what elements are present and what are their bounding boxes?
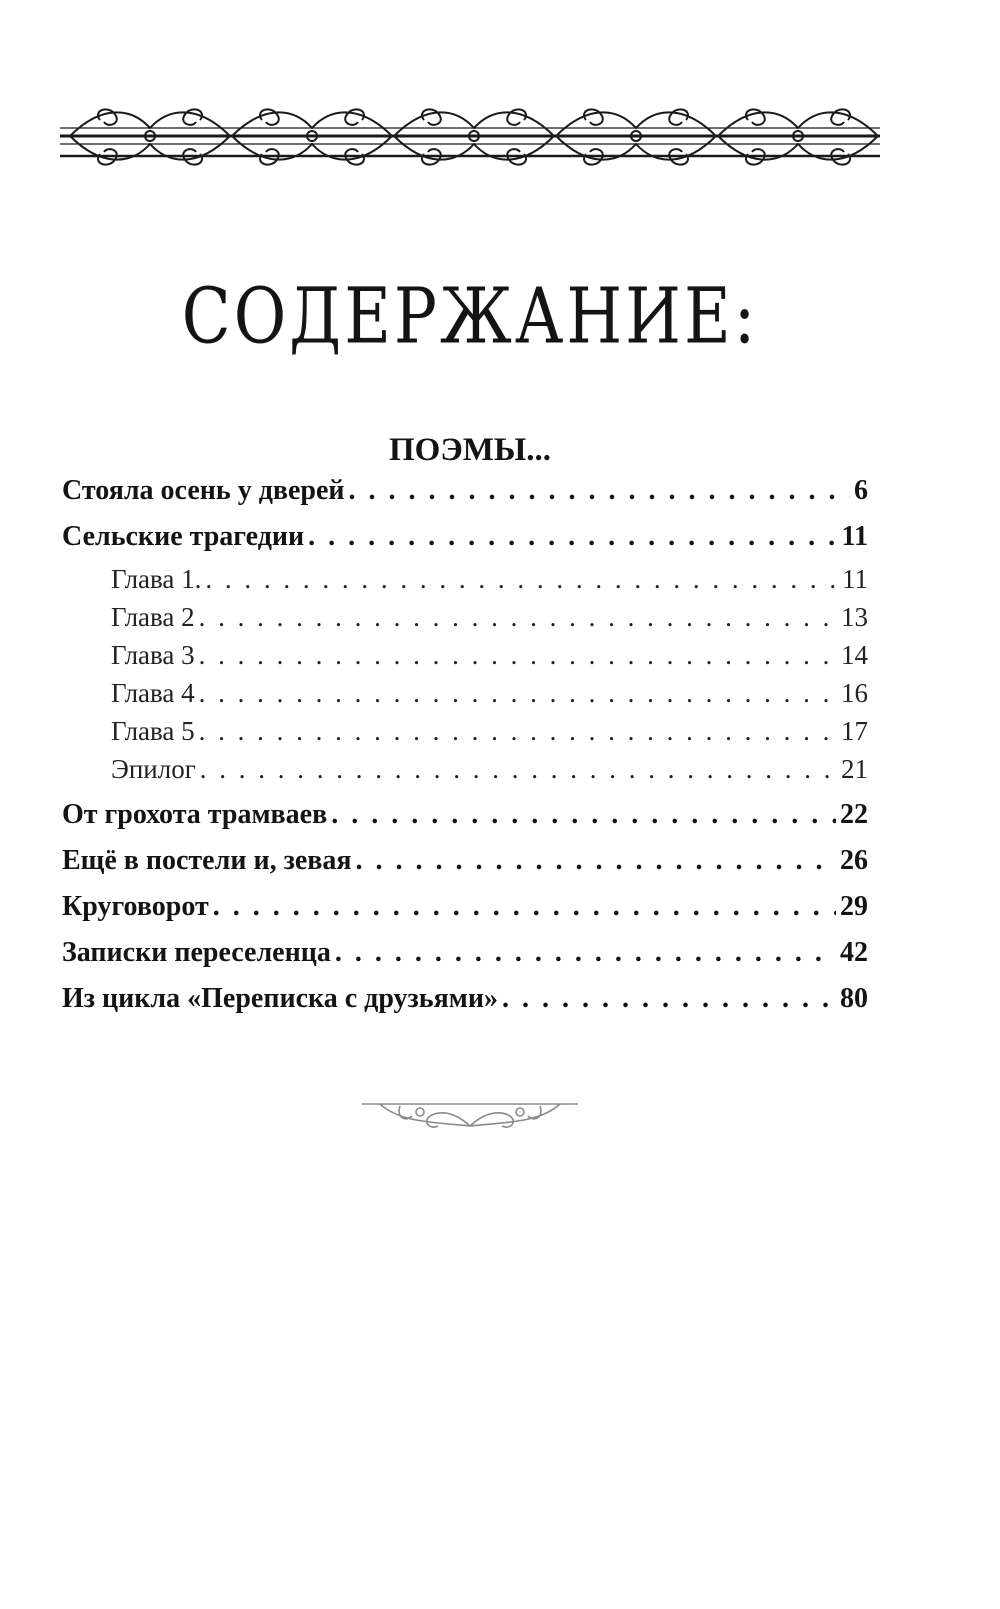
toc-entry [62,792,868,838]
toc-page-number: 42 [840,937,868,968]
dot-leader [502,976,836,1022]
toc-subentry [62,636,868,674]
dot-leader [200,750,837,788]
toc-entry [62,976,868,1022]
toc-entry-title: Глава 2 [111,602,195,632]
toc-entry [62,468,868,514]
toc-entry [62,930,868,976]
dot-leader [205,560,838,598]
toc-entry-title: Из цикла «Переписка с друзьями» [62,983,498,1014]
toc-page-number: 22 [840,799,868,830]
toc-page-number: 17 [841,716,868,746]
dot-leader [331,792,836,838]
toc-entry-title: Глава 1. [111,564,202,594]
toc-page-number: 29 [840,891,868,922]
toc-subentry [62,712,868,750]
toc-entry-title: Сельские трагедии [62,521,305,552]
toc-subentry [62,750,868,788]
toc-page-number: 14 [841,640,868,670]
toc-page-number: 13 [841,602,868,632]
dot-leader [199,636,837,674]
toc-subentry [62,560,868,598]
toc-entry-title: Круговорот [62,891,209,922]
toc-entry-title: Ещё в постели и, зевая [62,845,352,876]
table-of-contents [62,468,868,1022]
ornament-border-icon [60,98,880,178]
toc-entry-title: Записки переселенца [62,937,331,968]
toc-page-number: 6 [854,475,868,506]
toc-entry-title: Глава 4 [111,678,195,708]
ornament-flourish-icon [360,1092,580,1136]
dot-leader [349,468,850,514]
dot-leader [199,674,837,712]
toc-entry-title: От грохота трамваев [62,799,328,830]
toc-subentry [62,674,868,712]
toc-subentry [62,598,868,636]
toc-entry-title: Глава 5 [111,716,195,746]
toc-entry-title: Глава 3 [111,640,195,670]
dot-leader [335,930,836,976]
toc-entry [62,838,868,884]
dot-leader [213,884,836,930]
dot-leader [199,598,837,636]
dot-leader [356,838,836,884]
toc-entry [62,514,868,560]
dot-leader [199,712,837,750]
toc-page-number: 16 [841,678,868,708]
toc-page-number: 11 [842,564,868,594]
section-heading: ПОЭМЫ... [388,432,552,469]
page-title: СОДЕРЖАНИЕ: [181,272,759,362]
toc-page-number: 80 [840,983,868,1014]
toc-page-number: 26 [840,845,868,876]
dot-leader [308,514,837,560]
toc-page-number: 21 [841,754,868,784]
toc-entry-title: Стояла осень у дверей [62,475,345,506]
toc-entry [62,884,868,930]
toc-page-number: 11 [841,521,868,552]
toc-entry-title: Эпилог [111,754,196,784]
